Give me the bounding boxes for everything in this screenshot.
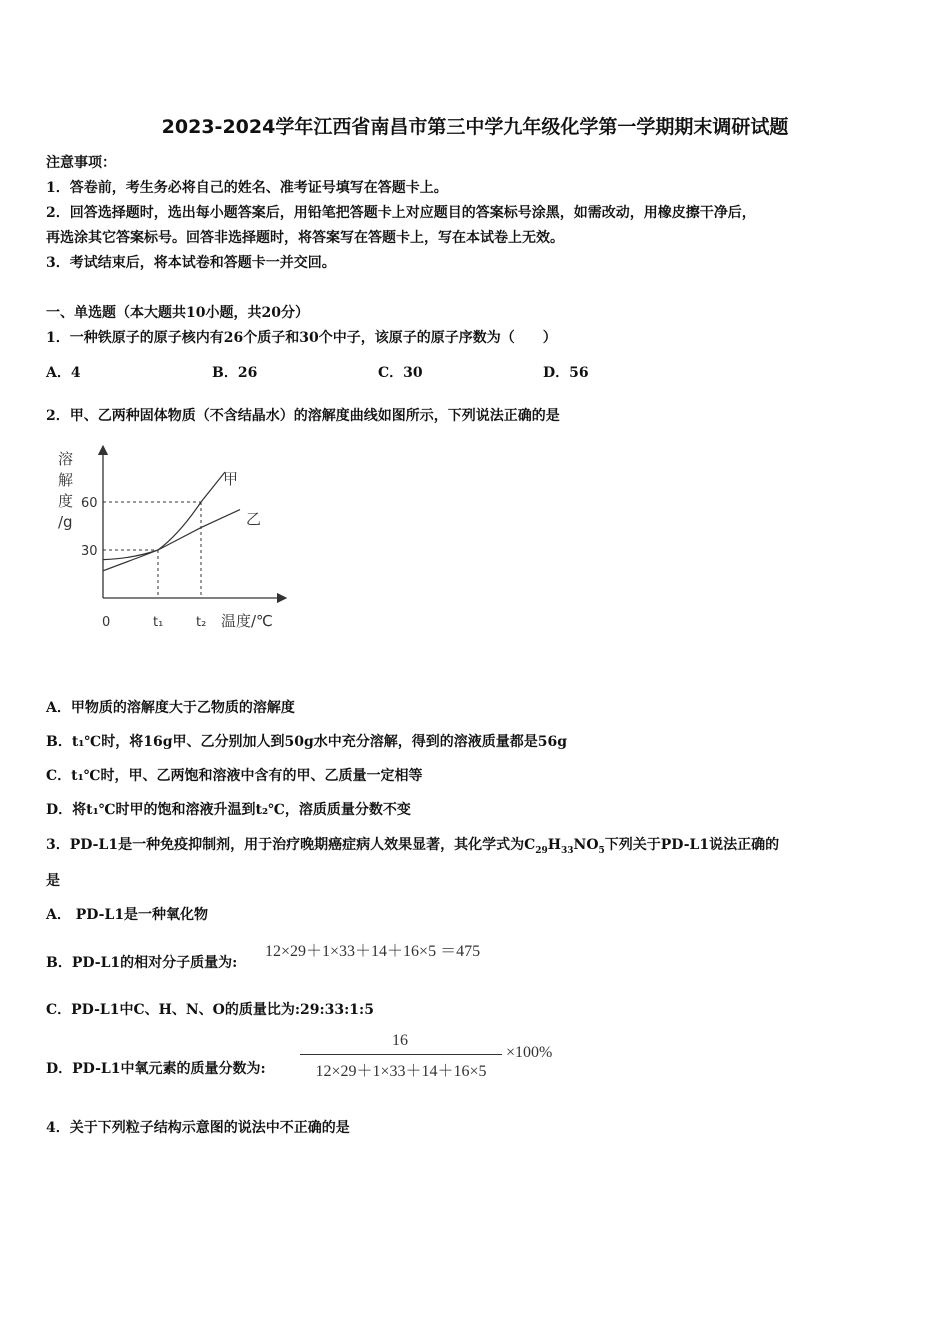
fraction-multiplier: ×100% [506, 1044, 553, 1061]
q3-h: H [547, 837, 561, 853]
q3-sub-o: 5 [598, 845, 605, 856]
q3-option-a: A． PD-L1是一种氧化物 [46, 907, 209, 923]
q1-stem: 1．一种铁原子的原子核内有26个质子和30个中子，该原子的原子序数为（ ） [46, 330, 557, 346]
q3-option-d: D．PD-L1中氧元素的质量分数为: [46, 1061, 266, 1077]
y-tick-30: 30 [81, 544, 98, 559]
curve-jia [103, 472, 225, 571]
q1-option-d: D．56 [543, 365, 589, 381]
q3-stem-b: 下列关于PD-L1说法正确的 [604, 837, 780, 853]
q3-sub-c: 29 [535, 845, 548, 856]
y-label-char: /g [58, 513, 73, 531]
q3-stem-a: 3．PD-L1是一种免疫抑制剂，用于治疗晚期癌症病人效果显著，其化学式为C [46, 837, 536, 853]
curves [103, 472, 240, 571]
fraction-numerator: 16 [392, 1032, 408, 1049]
fraction-bar [300, 1054, 502, 1055]
y-label-char: 溶 [58, 450, 74, 468]
x-tick-origin: 0 [102, 615, 111, 630]
q3-stem [46, 834, 779, 856]
section-heading: 一、单选题（本大题共10小题，共20分） [46, 305, 309, 321]
q2-option-a: A．甲物质的溶解度大于乙物质的溶解度 [46, 700, 295, 716]
notice-heading: 注意事项： [46, 155, 116, 171]
q3-option-b-formula: 12×29＋1×33＋14＋16×5 ＝475 [265, 943, 481, 960]
notice-item-2b: 再选涂其它答案标号。回答非选择题时，将答案写在答题卡上，写在本试卷上无效。 [46, 230, 564, 246]
q3-option-b [46, 952, 237, 972]
q1-option-c: C．30 [378, 365, 423, 381]
curve-yi [103, 510, 240, 560]
y-label-char: 解 [58, 471, 74, 489]
x-axis-label: 温度/℃ [221, 612, 273, 630]
q3-option-d-fraction [300, 1032, 570, 1082]
notice-item-2a: 2．回答选择题时，选出每小题答案后，用铅笔把答题卡上对应题目的答案标号涂黑，如需改动，用橡皮擦干净后， [46, 205, 756, 221]
q1-option-a: A．4 [46, 365, 81, 381]
y-label-char: 度 [58, 492, 74, 510]
q3-option-c: C．PD-L1中C、H、N、O的质量比为:29:33:1:5 [46, 1002, 374, 1018]
page-title: 2023-2024学年江西省南昌市第三中学九年级化学第一学期期末调研试题 [161, 116, 789, 138]
q4-stem: 4．关于下列粒子结构示意图的说法中不正确的是 [46, 1120, 350, 1136]
fraction-denominator: 12×29＋1×33＋14＋16×5 [315, 1063, 487, 1080]
q1-option-b: B．26 [212, 365, 258, 381]
guide-lines [103, 502, 201, 598]
q3-sub-h: 33 [560, 845, 574, 856]
y-tick-60: 60 [81, 496, 98, 511]
x-tick-t1: t₁ [153, 615, 164, 630]
legend-yi: 乙 [246, 510, 262, 528]
q3-stem-c: 是 [46, 873, 60, 889]
q3-no: NO [573, 837, 599, 853]
notice-item-1: 1．答卷前，考生务必将自己的姓名、准考证号填写在答题卡上。 [46, 180, 448, 196]
notice-item-3: 3．考试结束后，将本试卷和答题卡一并交回。 [46, 255, 336, 271]
q2-option-b: B．t₁℃时，将16g甲、乙分别加人到50g水中充分溶解，得到的溶液质量都是56g [46, 734, 568, 750]
solubility-graph [50, 440, 300, 640]
y-axis-label [58, 450, 73, 531]
q2-stem: 2．甲、乙两种固体物质（不含结晶水）的溶解度曲线如图所示，下列说法正确的是 [46, 408, 560, 424]
q2-option-c: C．t₁℃时，甲、乙两饱和溶液中含有的甲、乙质量一定相等 [46, 768, 423, 784]
q3-option-b-label: B．PD-L1的相对分子质量为: [46, 955, 238, 971]
q2-option-d: D．将t₁℃时甲的饱和溶液升温到t₂℃，溶质质量分数不变 [46, 802, 411, 818]
legend-jia: 甲 [223, 470, 239, 488]
x-tick-t2: t₂ [196, 615, 207, 630]
